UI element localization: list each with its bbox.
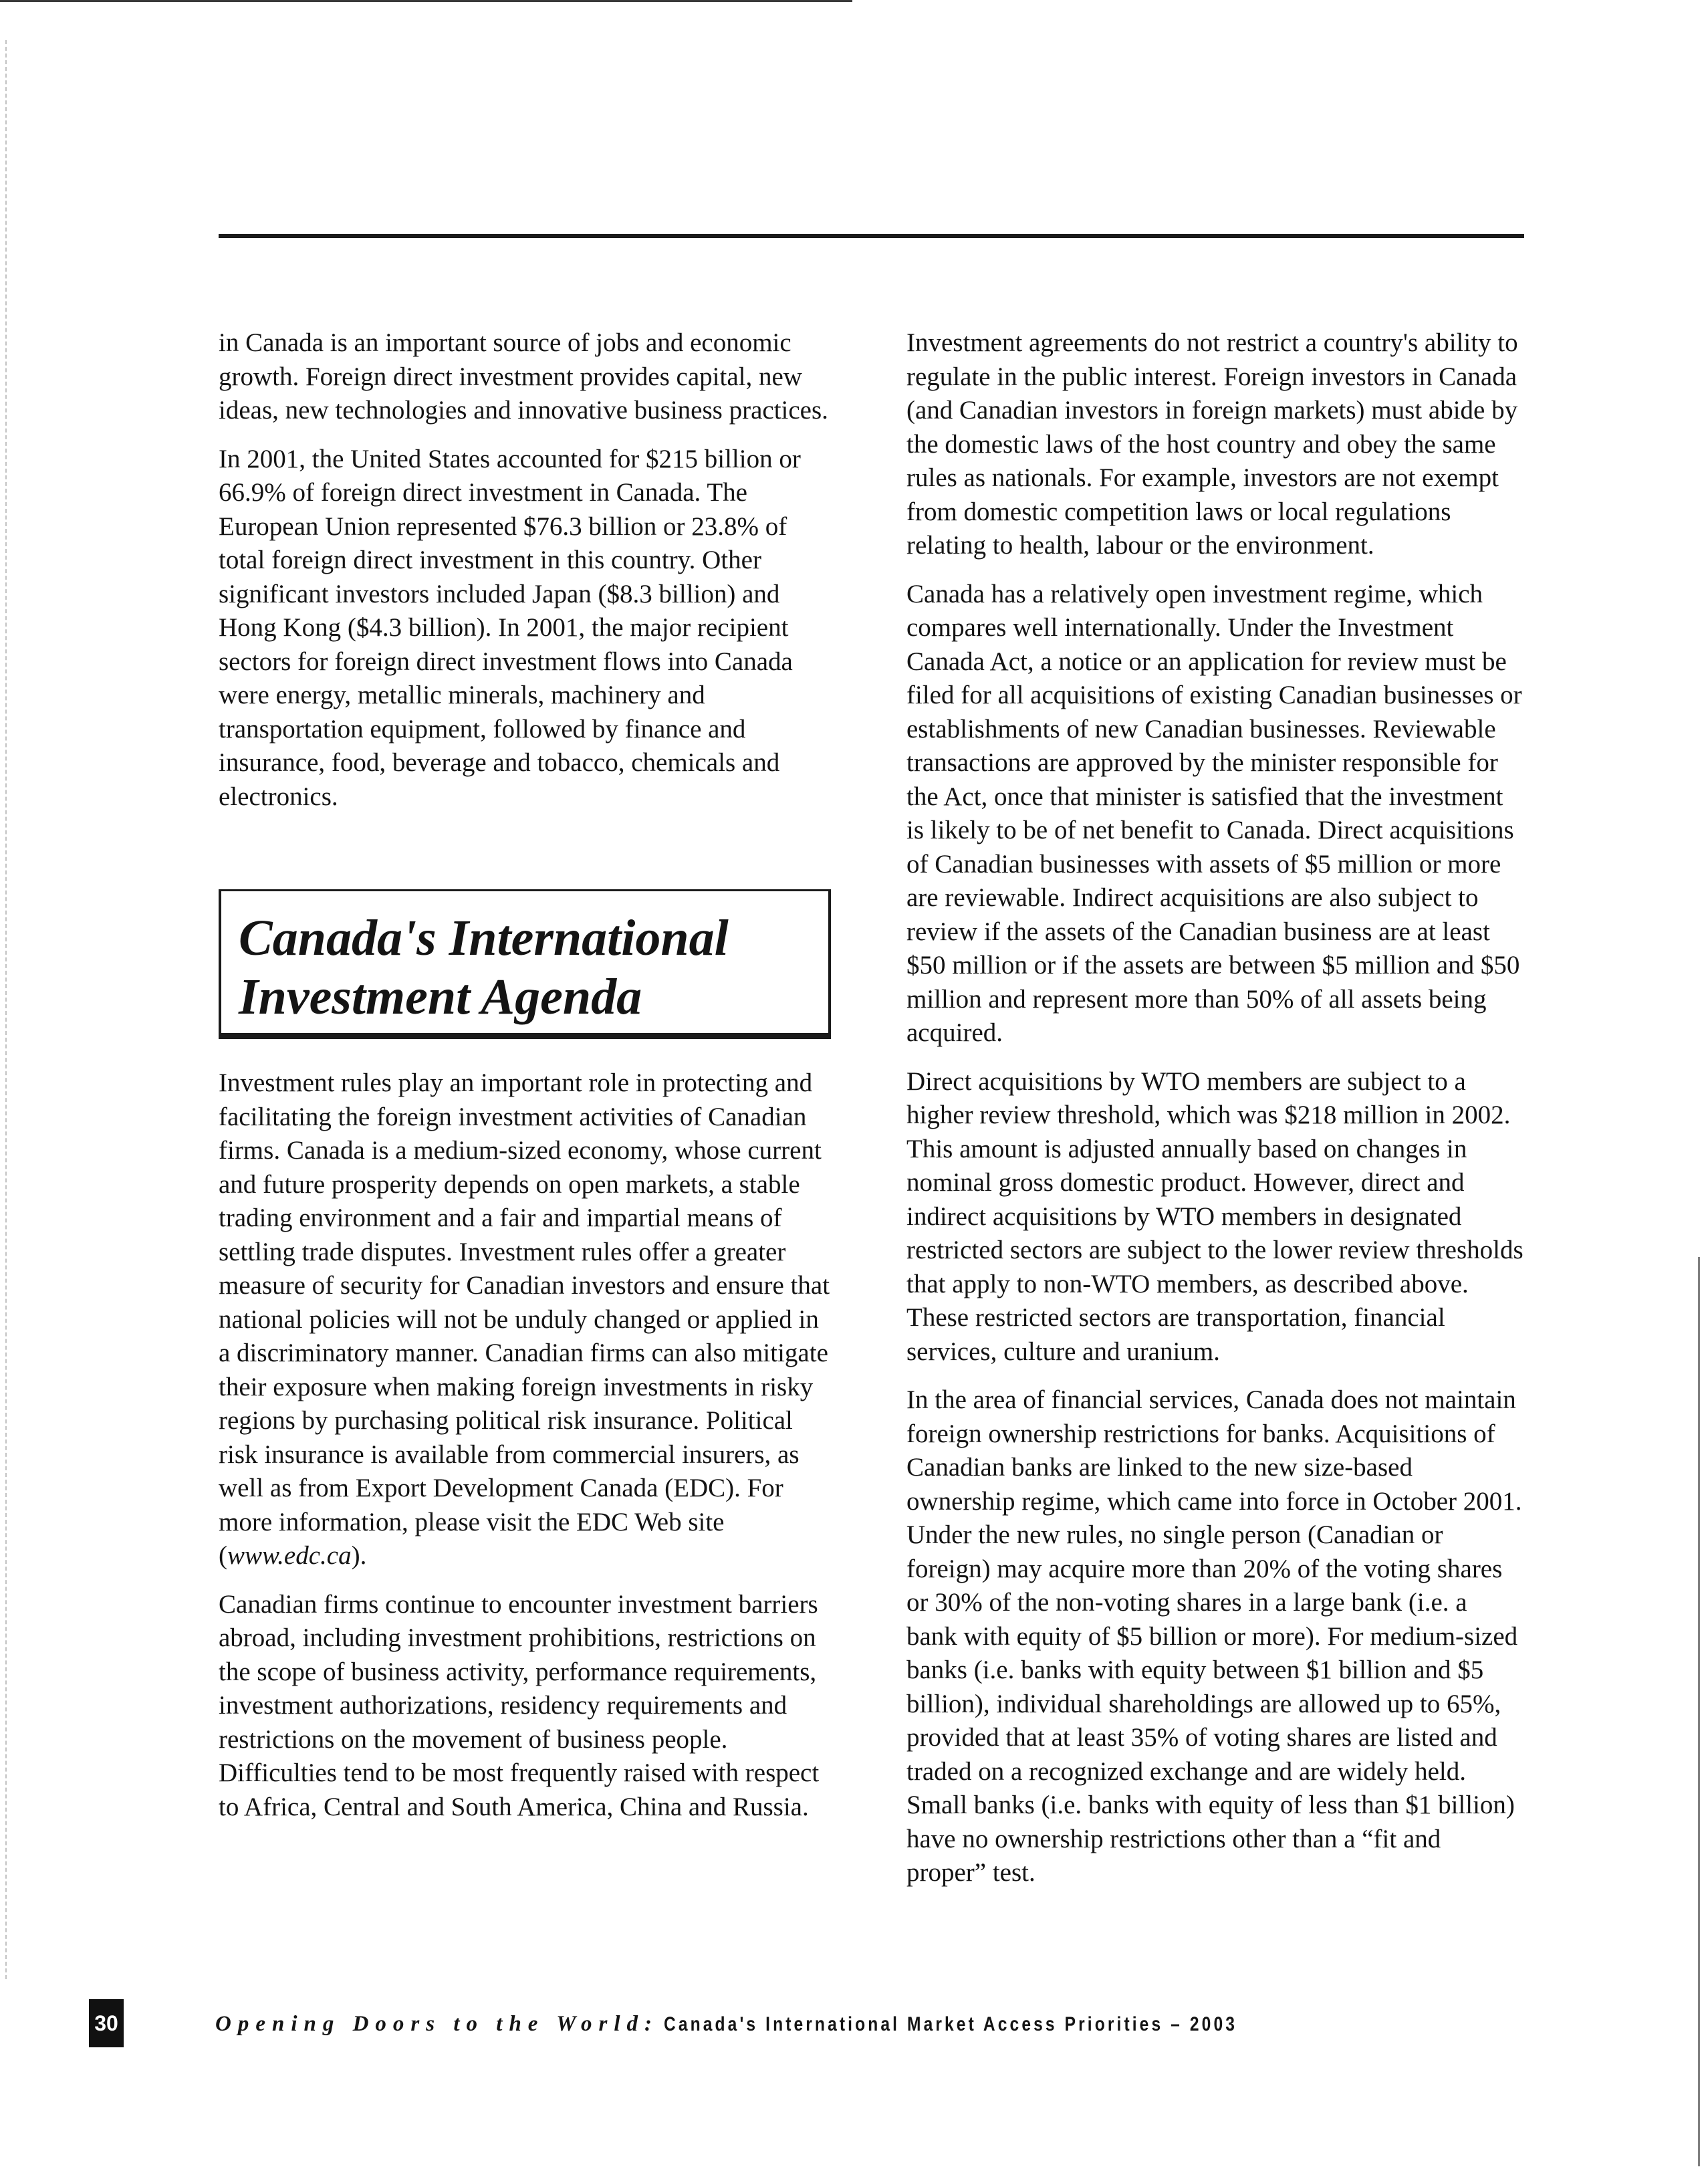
right-paragraph-3: Direct acquisitions by WTO members are subject to a higher review threshold, which was $218 million in 2002. This amount is adjusted annually based on changes in nominal gross domestic product. However, direct and indirect acquisitions by WTO members in designated restricted sectors are subject to the lower review thresholds that apply to non-WTO members, as described above. These restricted sectors are transportation, financial services, culture and uranium.: [906, 1066, 1523, 1366]
section-headline-line-1: Canada's International: [239, 910, 729, 966]
left-paragraph-3: [219, 1066, 834, 1573]
footer-title-bold: Canada's International Market Access Priorities – 2003: [664, 2013, 1238, 2035]
edc-web-link[interactable]: www.edc.ca: [227, 1541, 352, 1570]
footer-title-italic: Opening Doors to the World:: [215, 2012, 659, 2036]
page-number: 30: [89, 1999, 124, 2047]
left-paragraph-1: in Canada is an important source of jobs and economic growth. Foreign direct investment provides capital, new ideas, new technologies and innovative business practices.: [219, 328, 828, 425]
section-headline-box: [219, 889, 831, 1039]
left-paragraph-4: Canadian firms continue to encounter investment barriers abroad, including investment prohibitions, restrictions on the scope of business activity, performance requirements, investment authorizations, residency requirements and restrictions on the movement of business people. Difficulties tend to be most frequently raised with respect to Africa, Central and South America, China and Russia.: [219, 1589, 820, 1821]
running-footer: [215, 2008, 1519, 2041]
right-paragraph-2: Canada has a relatively open investment regime, which compares well internationally. Under the Investment Canada Act, a notice or an application for review must be filed for all acquisitions of existing Canadian businesses or establishments of new Canadian businesses. Reviewable transactions are approved by the minister responsible for the Act, once that minister is satisfied that the investment is likely to be of net benefit to Canada. Direct acquisitions of Canadian businesses with assets of $5 million or more are reviewable. Indirect acquisitions are also subject to review if the assets of the Canadian business are at least $50 million or if the assets are between $5 million and $50 million and represent more than 50% of all assets being acquired.: [906, 579, 1522, 1047]
right-paragraph-4: In the area of financial services, Canada does not maintain foreign ownership restrictions for banks. Acquisitions of Canadian banks are linked to the new size-based ownership regime, which came into force in October 2001. Under the new rules, no single person (Canadian or foreign) may acquire more than 20% of the voting shares or 30% of the non-voting shares in a large bank (i.e. a bank with equity of $5 billion or more). For medium-sized banks (i.e. banks with equity between $1 billion and $5 billion), individual shareholdings are allowed up to 65%, provided that at least 35% of voting shares are listed and traded on a recognized exchange and are widely held. Small banks (i.e. banks with equity of less than $1 billion) have no ownership restrictions other than a “fit and proper” test.: [906, 1385, 1522, 1887]
header-rule: [219, 234, 1524, 238]
left-paragraph-3-end: ).: [351, 1541, 367, 1570]
right-paragraph-1: Investment agreements do not restrict a country's ability to regulate in the public interest. Foreign investors in Canada (and Canadian investors in foreign markets) must abide by the domestic laws of the host country and obey the same rules as nationals. For example, investors are not exempt from domestic competition laws or local regulations relating to health, labour or the environment.: [906, 328, 1518, 560]
section-headline-line-2: Investment Agenda: [239, 969, 642, 1025]
left-paragraph-3-text: Investment rules play an important role in protecting and facilitating the foreign investment activities of Canadian firms. Canada is a medium-sized economy, whose current and future prosperity depends on open markets, a stable trading environment and a fair and impartial means of settling trade disputes. Investment rules offer a greater measure of security for Canadian investors and ensure that national policies will not be unduly changed or applied in a discriminatory manner. Canadian firms can also mitigate their exposure when making foreign investments in risky regions by purchasing political risk insurance. Political risk insurance is available from commercial insurers, as well as from Export Development Canada (EDC). For more information, please visit the EDC Web site (: [219, 1068, 830, 1570]
right-column: [906, 326, 1524, 1905]
left-paragraph-2: In 2001, the United States accounted for $215 billion or 66.9% of foreign direct investment in Canada. The European Union represented $76.3 billion or 23.8% of total foreign direct investment in this country. Other significant investors included Japan ($8.3 billion) and Hong Kong ($4.3 billion). In 2001, the major recipient sectors for foreign direct investment flows into Canada were energy, metallic minerals, machinery and transportation equipment, followed by finance and insurance, food, beverage and tobacco, chemicals and electronics.: [219, 444, 801, 811]
scan-edge-left: [5, 40, 9, 1979]
scan-edge-right: [1698, 1257, 1700, 2166]
left-column: [219, 326, 834, 828]
scan-edge-top: [0, 0, 852, 2]
left-column-lower: [219, 1066, 834, 1839]
